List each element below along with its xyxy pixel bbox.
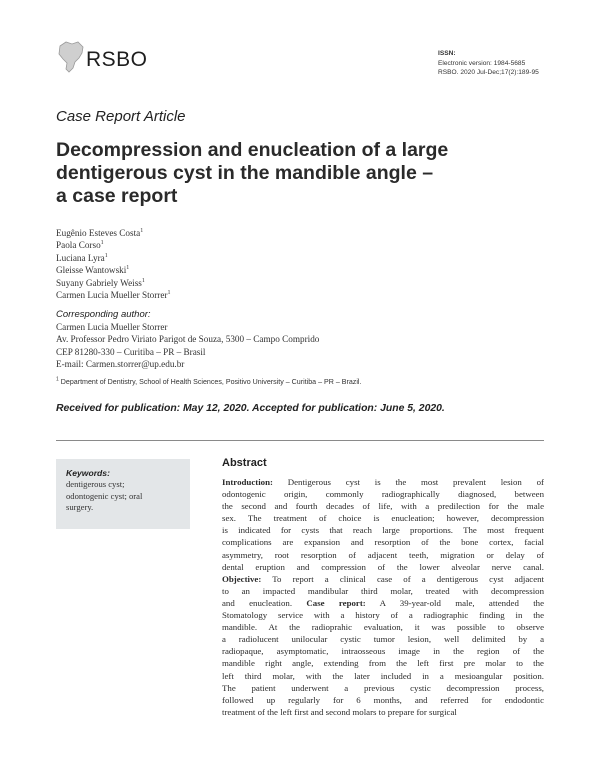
- author: Carmen Lucia Mueller Storrer$^1$: [56, 289, 171, 301]
- author: Luciana Lyra$^1$: [56, 252, 108, 263]
- abstract-line: dental eruption and compression of the lower alveolar nerve canal.: [222, 561, 544, 572]
- keywords-label: Keywords:: [66, 468, 110, 478]
- abstract-line: left third molar, with the later included in a mesioangular position.: [222, 670, 544, 681]
- abstract-body: [222, 476, 544, 718]
- keyword-line: surgery.: [66, 501, 94, 512]
- issn-block: [438, 49, 539, 78]
- citation: RSBO. 2020 Jul-Dec;17(2):189-95: [438, 69, 539, 76]
- author: Paola Corso$^1$: [56, 240, 104, 251]
- abstract-line: Objective: To report a clinical case of a dentigerous cyst adjacent: [222, 573, 544, 584]
- keyword-line: dentigerous cyst;: [66, 479, 125, 490]
- received-dates: Received for publication: May 12, 2020. Accepted for publication: June 5, 2020.: [56, 403, 445, 414]
- abstract-line: radiopaque, asymptomatic, intraosseous image in the region of the: [222, 646, 544, 657]
- title-line: a case report: [56, 185, 178, 207]
- keyword-line: odontogenic cyst; oral: [66, 490, 143, 501]
- keywords-box: [56, 459, 190, 529]
- title-line: Decompression and enucleation of a large: [56, 139, 449, 161]
- corresponding-line: Av. Professor Pedro Viriato Parigot de Souza, 5300 – Campo Comprido: [56, 334, 320, 345]
- abstract-line: to an impacted mandibular third molar, treated with decompression: [222, 585, 544, 596]
- abstract-line: the second and fourth decades of life, with a predilection for the male: [222, 501, 544, 512]
- corresponding-email[interactable]: E-mail: Carmen.storrer@up.edu.br: [56, 358, 185, 369]
- article-type: Case Report Article: [56, 108, 186, 125]
- author: Eugênio Esteves Costa$^1$: [56, 227, 144, 238]
- electronic-version: Electronic version: 1984-5685: [438, 59, 526, 67]
- abstract-line: Stomatology service with a history of a radiographic finding in the: [222, 610, 544, 621]
- corresponding-label: Corresponding author:: [56, 309, 151, 320]
- abstract-line: sex. The treatment of choice is enucleation; however, decompression: [222, 513, 544, 524]
- abstract-line: mandible right angle, extending from the left first pre molar to the: [222, 658, 544, 669]
- journal-logo: [56, 38, 166, 82]
- paper-title: [56, 139, 526, 208]
- brazil-map-icon: [56, 38, 86, 78]
- abstract-line: The patient underwent a previous cystic decompression process,: [222, 682, 544, 693]
- abstract-line: odontogenic origin, commonly radiographically diagnosed, between: [222, 489, 544, 500]
- abstract-line: Introduction: Dentigerous cyst is the most prevalent lesion of: [222, 477, 544, 487]
- corresponding-author: [56, 309, 319, 370]
- abstract-line: is indicated for cysts that reach large proportions. The most frequent: [222, 525, 544, 536]
- author: Suyany Gabriely Weiss$^1$: [56, 277, 145, 288]
- abstract-line: asymmetry, root resorption of adjacent teeth, migration or delay of: [222, 549, 544, 560]
- issn-label: ISSN:: [438, 50, 456, 57]
- abstract-line: followed up regularly for 6 months, and referred for endodontic: [222, 694, 544, 705]
- affiliation: $^1$ Department of Dentistry, School of Health Sciences, Positivo University – Curitiba – PR – Brazil.: [56, 376, 362, 386]
- abstract-line: a radiolucent unilocular cystic tumor lesion, well delimited by a: [222, 634, 544, 645]
- abstract-line: and enucleation. Case report: A 39-year-old male, attended the: [222, 597, 544, 608]
- author-list: [56, 227, 170, 301]
- divider: [56, 440, 544, 441]
- abstract-line: treatment of the left first and second molars to prepare for surgical: [222, 706, 457, 717]
- title-line: dentigerous cyst in the mandible angle –: [56, 162, 434, 184]
- abstract-line: mandible. At the radioprahic evaluation, it was possible to observe: [222, 622, 544, 633]
- abstract-heading: Abstract: [222, 457, 267, 469]
- abstract-line: complications are expansion and resorption of the bone cortex, facial: [222, 537, 544, 548]
- corresponding-line: CEP 81280-330 – Curitiba – PR – Brasil: [56, 346, 206, 357]
- author: Gleisse Wantowski$^1$: [56, 265, 130, 276]
- corresponding-line: Carmen Lucia Mueller Storrer: [56, 322, 168, 333]
- logo-text: RSBO: [86, 48, 148, 71]
